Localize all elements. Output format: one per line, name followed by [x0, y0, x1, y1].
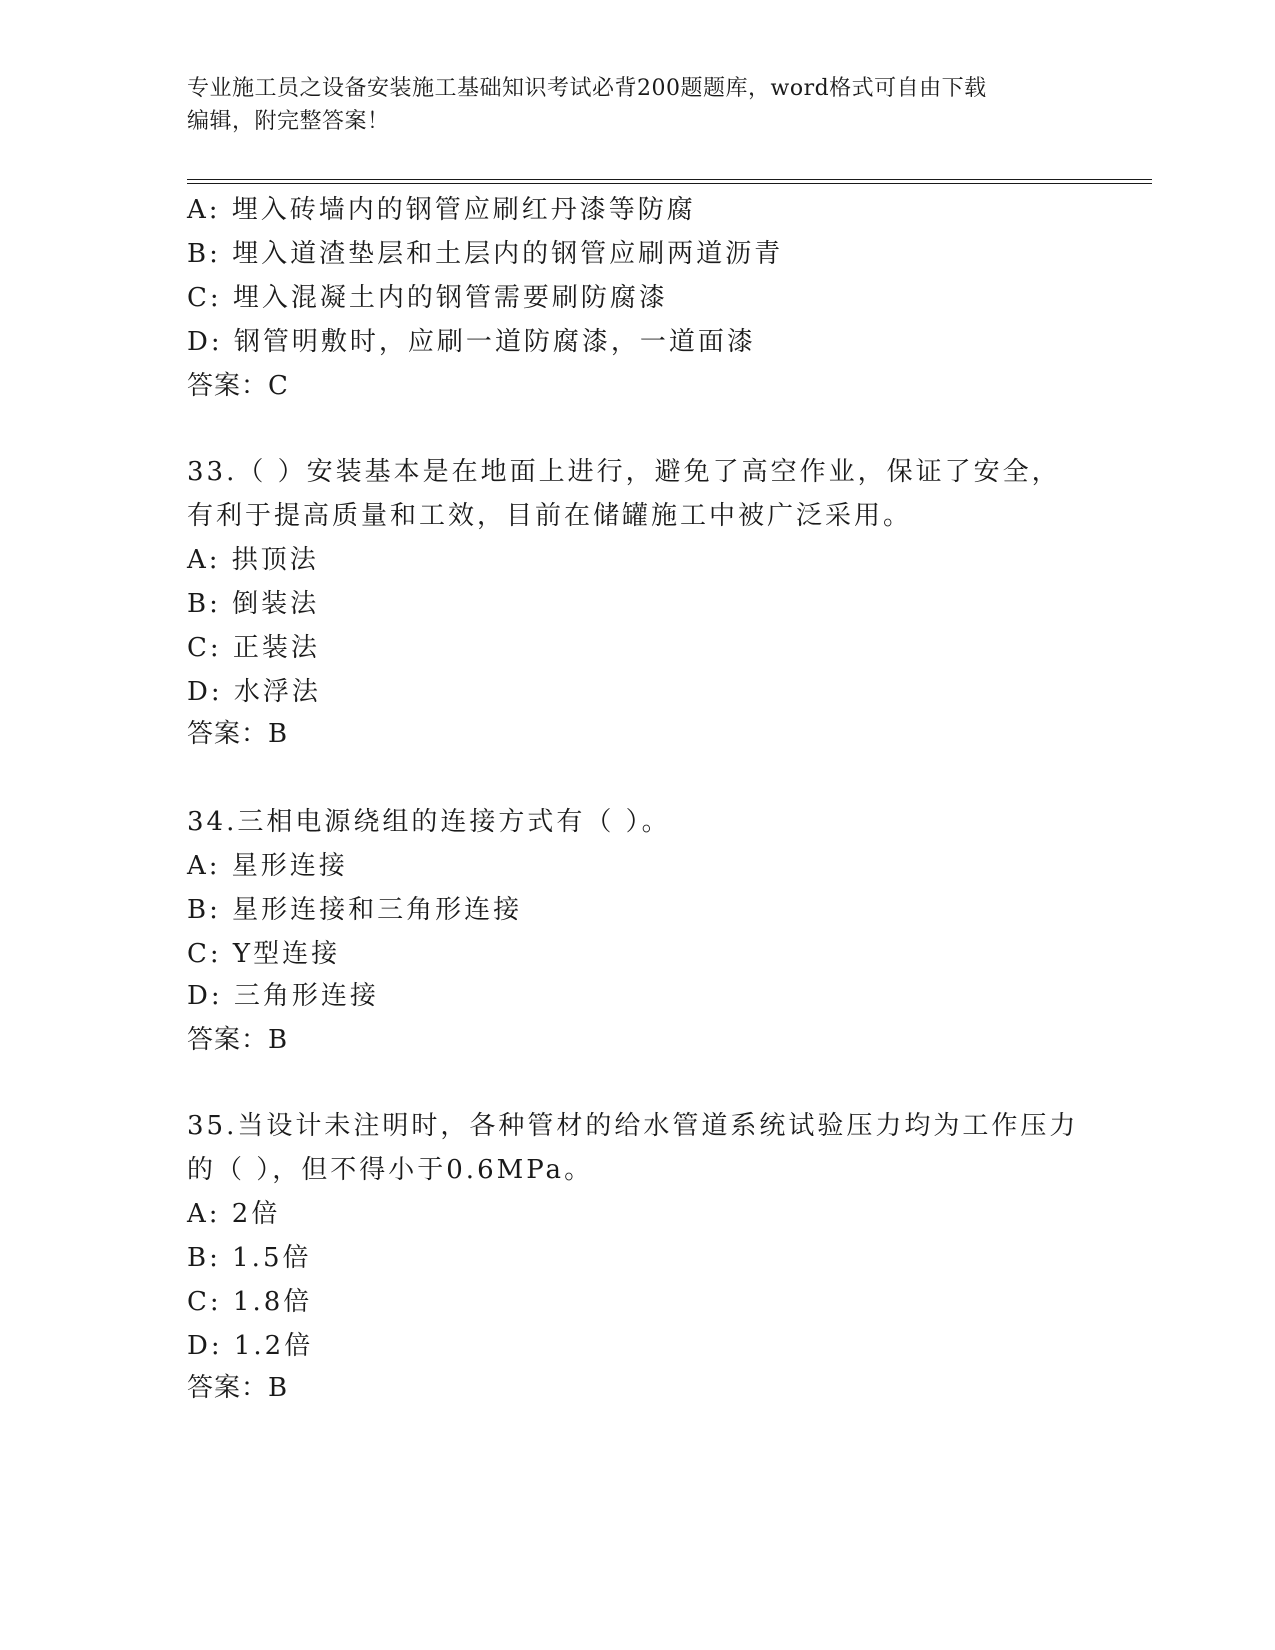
q32-answer: 答案：C [187, 371, 289, 401]
q34-answer: 答案：B [187, 1025, 289, 1055]
q35-option-b: B: 1.5倍 [187, 1243, 312, 1273]
q35-stem-line-2: 的（ ），但不得小于0.6MPa。 [187, 1155, 594, 1185]
q33-option-a: A: 拱顶法 [187, 545, 319, 575]
q34-option-d: D: 三角形连接 [187, 981, 379, 1011]
q34-option-a: A: 星形连接 [187, 851, 348, 881]
q33-stem-line-1: 33.（ ）安装基本是在地面上进行，避免了高空作业，保证了安全， [187, 457, 1061, 487]
q34-option-b: B: 星形连接和三角形连接 [187, 895, 523, 925]
q32-option-b: B: 埋入道渣垫层和土层内的钢管应刷两道沥青 [187, 239, 784, 269]
header-divider-bottom [187, 183, 1152, 184]
q35-answer: 答案：B [187, 1373, 289, 1403]
q33-stem-line-2: 有利于提高质量和工效，目前在储罐施工中被广泛采用。 [187, 501, 913, 531]
q33-answer: 答案：B [187, 719, 289, 749]
q33-option-c: C: 正装法 [187, 633, 320, 663]
q34-stem-line-1: 34.三相电源绕组的连接方式有（ ）。 [187, 807, 671, 837]
document-header [187, 72, 1067, 138]
q35-option-d: D: 1.2倍 [187, 1331, 314, 1361]
q32-option-a: A: 埋入砖墙内的钢管应刷红丹漆等防腐 [187, 195, 696, 225]
header-divider-top [187, 179, 1152, 180]
header-title-line-1: 专业施工员之设备安装施工基础知识考试必背200题题库，word格式可自由下载 [187, 76, 987, 101]
q35-option-a: A: 2倍 [187, 1199, 281, 1229]
q32-option-c: C: 埋入混凝土内的钢管需要刷防腐漆 [187, 283, 668, 313]
header-title-line-2: 编辑，附完整答案！ [187, 109, 390, 134]
q35-option-c: C: 1.8倍 [187, 1287, 313, 1317]
q33-option-d: D: 水浮法 [187, 677, 321, 707]
q34-option-c: C: Y型连接 [187, 939, 341, 969]
q33-option-b: B: 倒装法 [187, 589, 320, 619]
q35-stem-line-1: 35.当设计未注明时，各种管材的给水管道系统试验压力均为工作压力 [187, 1111, 1079, 1141]
q32-option-d: D: 钢管明敷时，应刷一道防腐漆，一道面漆 [187, 327, 756, 357]
